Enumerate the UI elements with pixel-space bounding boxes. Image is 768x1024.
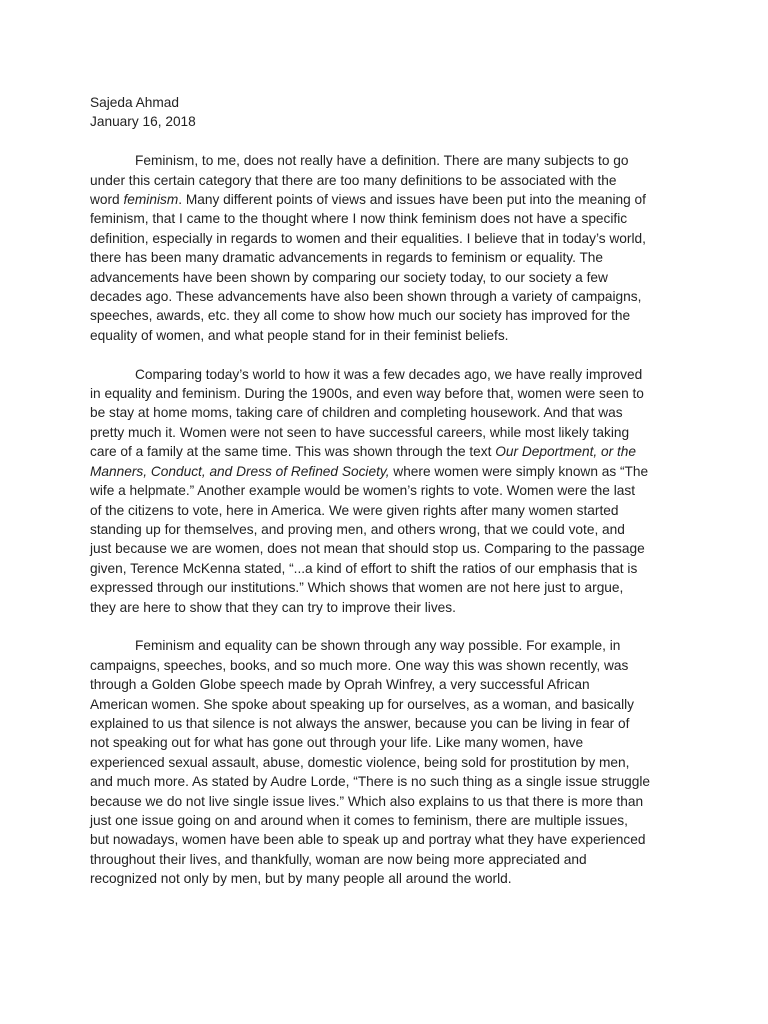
- text-line: speeches, awards, etc. they all come to show how much our society has improved for the: [90, 308, 631, 324]
- text-line: but nowadays, women have been able to speak up and portray what they have experienced: [90, 832, 646, 848]
- essay-page: [90, 93, 690, 889]
- text-line: care of a family at the same time. This was shown through the text Our Deportment, or the: [90, 444, 636, 460]
- text-line: Feminism and equality can be shown through any way possible. For example, in: [135, 638, 621, 654]
- text-line: be stay at home moms, taking care of children and completing housework. And that was: [90, 405, 623, 421]
- text-line: not speaking out for what has gone out through your life. Like many women, have: [90, 735, 584, 751]
- text-line: Feminism, to me, does not really have a definition. There are many subjects to go: [135, 153, 629, 169]
- text-line: recognized not only by men, but by many people all around the world.: [90, 871, 512, 887]
- italic-title: Manners, Conduct, and Dress of Refined Society,: [90, 463, 390, 479]
- paragraph-gap: [90, 617, 690, 636]
- text-line: experienced sexual assault, abuse, domestic violence, being sold for prostitution by men,: [90, 754, 630, 770]
- essay-body: [90, 151, 690, 888]
- text-line: there has been many dramatic advancements in regards to feminism or equality. The: [90, 250, 604, 266]
- italic-title: feminism: [123, 192, 179, 208]
- text-line: Manners, Conduct, and Dress of Refined Society, where women were simply known as “The: [90, 463, 649, 479]
- text-line: under this certain category that there are too many definitions to be associated with the: [90, 172, 617, 188]
- text-line: and much more. As stated by Audre Lorde, “There is no such thing as a single issue struggle: [90, 774, 650, 790]
- spacer: [90, 132, 690, 151]
- text-line: campaigns, speeches, books, and so much more. One way this was shown recently, was: [90, 657, 629, 673]
- essay-paragraph: [90, 151, 690, 345]
- text-line: expressed through our institutions.” Which shows that women are not here just to argue,: [90, 580, 624, 596]
- text-line: advancements have been shown by comparing our society today, to our society a few: [90, 269, 608, 285]
- essay-date: January 16, 2018: [90, 114, 196, 130]
- italic-title: Our Deportment, or the: [495, 444, 636, 460]
- text-line: of the citizens to vote, here in America. We were given rights after many women started: [90, 502, 619, 518]
- text-line: just one issue going on and around when it comes to feminism, there are multiple issues,: [90, 812, 628, 828]
- paragraph-gap: [90, 345, 690, 364]
- text-line: decades ago. These advancements have also been shown through a variety of campaigns,: [90, 289, 642, 305]
- text-line: pretty much it. Women were not seen to have successful careers, while most likely taking: [90, 424, 630, 440]
- text-line: definition, especially in regards to women and their equalities. I believe that in today’s world,: [90, 230, 646, 246]
- essay-paragraph: [90, 365, 690, 617]
- text-line: feminism, that I came to the thought where I now think feminism does not have a specific: [90, 211, 628, 227]
- text-line: given, Terence McKenna stated, “...a kind of effort to shift the ratios of our emphasis that is: [90, 560, 638, 576]
- text-line: in equality and feminism. During the 1900s, and even way before that, women were seen to: [90, 386, 644, 402]
- text-line: through a Golden Globe speech made by Oprah Winfrey, a very successful African: [90, 677, 590, 693]
- text-line: throughout their lives, and thankfully, woman are now being more appreciated and: [90, 851, 587, 867]
- essay-paragraph: [90, 636, 690, 888]
- text-line: American women. She spoke about speaking up for ourselves, as a woman, and basically: [90, 696, 634, 712]
- text-line: word feminism. Many different points of views and issues have been put into the meaning of: [90, 192, 646, 208]
- text-line: just because we are women, does not mean that should stop us. Comparing to the passage: [90, 541, 645, 557]
- text-line: Comparing today’s world to how it was a few decades ago, we have really improved: [135, 366, 643, 382]
- text-line: equality of women, and what people stand for in their feminist beliefs.: [90, 327, 509, 343]
- text-line: because we do not live single issue lives.” Which also explains to us that there is more than: [90, 793, 644, 809]
- author-name: Sajeda Ahmad: [90, 95, 180, 110]
- text-line: wife a helpmate.” Another example would be women’s rights to vote. Women were the last: [90, 483, 635, 499]
- text-line: standing up for themselves, and proving men, and others wrong, that we could vote, and: [90, 521, 625, 537]
- text-line: explained to us that silence is not always the answer, because you can be living in fear of: [90, 715, 630, 731]
- text-line: they are here to show that they can try to improve their lives.: [90, 599, 456, 615]
